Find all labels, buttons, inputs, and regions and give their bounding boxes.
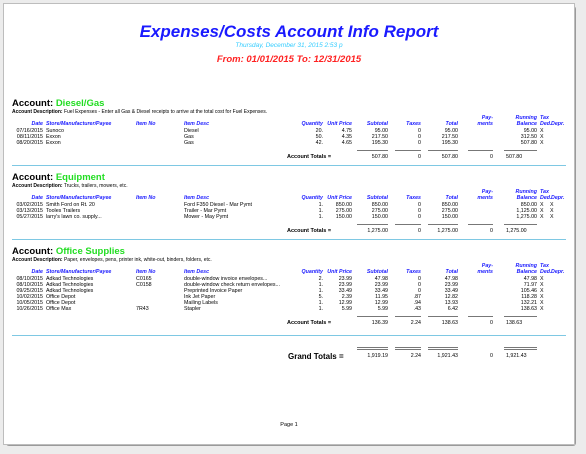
cell-total: 217.50 <box>441 134 458 140</box>
cell-store: Adkad Technologies <box>46 276 94 282</box>
cell-total: 12.82 <box>444 294 458 300</box>
cell-desc: Trailer - Mar Pymt <box>184 208 227 214</box>
cell-total: 150.00 <box>441 214 458 220</box>
cell-desc: double-window invoice envelopes... <box>184 276 268 282</box>
cell-total: 95.00 <box>444 128 458 134</box>
cell-qty: 1. <box>318 202 323 208</box>
col-quantity: Quantity <box>301 195 323 201</box>
cell-desc: Preprinted Invoice Paper <box>184 288 243 294</box>
totals-rule <box>428 150 458 151</box>
account-description-label: Account Description: <box>12 257 63 263</box>
cell-qty: 50. <box>315 134 323 140</box>
cell-taxes: 0 <box>418 134 421 140</box>
col-tax-ded: Tax <box>540 115 549 121</box>
account-name: Equipment <box>55 172 105 183</box>
col-depr: Depr. <box>551 121 565 127</box>
section-divider <box>12 335 566 336</box>
account-description <box>12 183 128 189</box>
cell-taxes: 0 <box>418 288 421 294</box>
col-tax-ded: Ded. <box>540 121 552 127</box>
totals-subtotal: 1,275.00 <box>367 228 388 234</box>
account-description-text: Paper, envelopes, pens, printer ink, white-out, binders, folders, etc. <box>63 257 212 263</box>
totals-payments: 0 <box>490 320 493 326</box>
cell-running: 118.28 <box>521 294 537 300</box>
account-description <box>12 257 212 263</box>
cell-store: Office Depot <box>46 300 76 306</box>
cell-date: 08/11/2015 <box>16 134 43 140</box>
totals-payments: 0 <box>490 154 493 160</box>
cell-date: 10/26/2015 <box>16 306 43 312</box>
cell-store: Adkad Technologies <box>46 282 94 288</box>
totals-rule <box>357 150 388 151</box>
cell-store: Smith Ford on Rt. 20 <box>46 202 95 208</box>
cell-store: Office Max <box>46 306 72 312</box>
col-quantity: Quantity <box>301 121 323 127</box>
col-payments: Pay- <box>481 189 493 195</box>
cell-desc: double-window check return envelopes... <box>184 282 280 288</box>
col-running-balance: Balance <box>516 121 537 127</box>
totals-subtotal: 507.80 <box>371 154 388 160</box>
cell-taxded: X <box>540 140 544 146</box>
col-date: Date <box>31 121 43 127</box>
cell-taxded: X <box>540 128 544 134</box>
cell-unit: 4.35 <box>341 134 352 140</box>
col-running-balance: Running <box>515 189 537 195</box>
col-taxes: Taxes <box>406 121 421 127</box>
col-date: Date <box>31 195 43 201</box>
grand-rule <box>357 349 388 350</box>
col-item-desc: Item Desc <box>184 195 210 201</box>
totals-rule <box>468 316 493 317</box>
cell-qty: 1. <box>318 214 323 220</box>
cell-running: 312.50 <box>520 134 537 140</box>
cell-running: 850.00 <box>520 202 537 208</box>
cell-taxes: 0 <box>418 140 421 146</box>
col-unit-price: Unit Price <box>327 121 352 127</box>
cell-taxes: 0 <box>418 282 421 288</box>
totals-rule <box>504 316 537 317</box>
cell-date: 03/02/2015 <box>16 202 43 208</box>
cell-qty: 20. <box>315 128 323 134</box>
col-item-no: Item No <box>136 269 156 275</box>
account-totals-label: Account Totals = <box>287 154 332 160</box>
col-store: Store/Manufacturer/Payee <box>46 121 112 127</box>
totals-rule <box>504 150 537 151</box>
cell-date: 08/10/2015 <box>16 276 43 282</box>
cell-taxes: .94 <box>413 300 421 306</box>
totals-running-balance: 138.63 <box>506 320 523 326</box>
totals-taxes: 0 <box>418 154 421 160</box>
grand-totals-label: Grand Totals = <box>288 352 344 361</box>
col-unit-price: Unit Price <box>327 195 352 201</box>
account-label: Account: <box>12 246 56 257</box>
cell-qty: 1. <box>318 306 323 312</box>
cell-unit: 33.49 <box>338 288 352 294</box>
cell-qty: 1. <box>318 288 323 294</box>
cell-total: 275.00 <box>441 208 458 214</box>
cell-depr: X <box>550 202 554 208</box>
cell-qty: 1. <box>318 282 323 288</box>
cell-total: 13.93 <box>444 300 458 306</box>
col-payments: ments <box>477 195 493 201</box>
cell-date: 08/20/2015 <box>16 140 43 146</box>
cell-running: 1,125.00 <box>516 208 537 214</box>
col-date: Date <box>31 269 43 275</box>
grand-rule <box>428 347 458 348</box>
cell-qty: 5. <box>318 294 323 300</box>
cell-taxes: .43 <box>413 306 421 312</box>
account-description-label: Account Description: <box>12 109 63 115</box>
cell-running: 132.21 <box>520 300 537 306</box>
account-label: Account: <box>12 172 56 183</box>
totals-rule <box>428 316 458 317</box>
col-taxes: Taxes <box>406 195 421 201</box>
grand-rule <box>504 349 537 350</box>
cell-total: 47.98 <box>444 276 458 282</box>
col-tax-ded: Tax <box>540 263 549 269</box>
cell-qty: 2. <box>318 276 323 282</box>
col-subtotal: Subtotal <box>366 121 388 127</box>
account-description <box>12 109 267 115</box>
cell-unit: 150.00 <box>335 214 352 220</box>
cell-running: 95.00 <box>523 128 537 134</box>
totals-subtotal: 136.39 <box>371 320 388 326</box>
cell-qty: 42. <box>315 140 323 146</box>
totals-rule <box>357 316 388 317</box>
report-date-line: Thursday, December 31, 2015 2:53 p <box>235 42 343 49</box>
totals-rule <box>428 224 458 225</box>
cell-desc: Mailing Labels <box>184 300 218 306</box>
cell-desc: Ford F350 Diesel - Mar Pymt <box>184 202 252 208</box>
cell-unit: 2.39 <box>341 294 352 300</box>
report-date-range: From: 01/01/2015 To: 12/31/2015 <box>216 54 362 65</box>
totals-total: 507.80 <box>441 154 458 160</box>
cell-taxes: 0 <box>418 276 421 282</box>
cell-taxded: X <box>540 214 544 220</box>
totals-taxes: 0 <box>418 228 421 234</box>
cell-taxes: 0 <box>418 202 421 208</box>
totals-running-balance: 507.80 <box>506 154 523 160</box>
cell-unit: 850.00 <box>335 202 352 208</box>
grand-payments: 0 <box>490 353 493 359</box>
cell-taxes: 0 <box>418 128 421 134</box>
col-item-no: Item No <box>136 195 156 201</box>
cell-subtotal: 47.98 <box>374 276 388 282</box>
cell-qty: 1. <box>318 208 323 214</box>
col-payments: ments <box>477 121 493 127</box>
account-heading <box>12 246 125 257</box>
col-item-no: Item No <box>136 121 156 127</box>
totals-rule <box>395 224 421 225</box>
cell-desc: Stapler <box>184 306 201 312</box>
totals-taxes: 2.24 <box>410 320 421 326</box>
col-tax-ded: Ded. <box>540 269 552 275</box>
cell-taxded: X <box>540 288 544 294</box>
grand-running-balance: 1,921.43 <box>506 353 527 359</box>
cell-unit: 4.75 <box>341 128 352 134</box>
cell-desc: Diesel <box>184 128 199 134</box>
col-depr: Depr. <box>551 269 565 275</box>
cell-subtotal: 217.50 <box>371 134 388 140</box>
totals-total: 1,275.00 <box>437 228 458 234</box>
totals-rule <box>395 316 421 317</box>
cell-qty: 1. <box>318 300 323 306</box>
cell-total: 6.42 <box>447 306 458 312</box>
col-item-desc: Item Desc <box>184 269 210 275</box>
cell-item-no: C0165 <box>136 276 152 282</box>
cell-store: Sunoco <box>46 128 64 134</box>
cell-desc: Mower - May Pymt <box>184 214 229 220</box>
cell-running: 507.80 <box>520 140 537 146</box>
cell-subtotal: 195.30 <box>371 140 388 146</box>
cell-date: 05/27/2015 <box>16 214 43 220</box>
account-totals-label: Account Totals = <box>287 228 332 234</box>
account-name: Office Supplies <box>55 246 125 257</box>
report-title: Expenses/Costs Account Info Report <box>139 22 439 41</box>
grand-rule <box>504 347 537 348</box>
col-store: Store/Manufacturer/Payee <box>46 269 112 275</box>
cell-depr: X <box>550 214 554 220</box>
cell-subtotal: 12.99 <box>374 300 388 306</box>
cell-taxded: X <box>540 276 544 282</box>
col-total: Total <box>445 195 458 201</box>
cell-subtotal: 23.99 <box>374 282 388 288</box>
col-tax-ded: Ded. <box>540 195 552 201</box>
cell-subtotal: 33.49 <box>374 288 388 294</box>
grand-subtotal: 1,919.19 <box>367 353 388 359</box>
col-taxes: Taxes <box>406 269 421 275</box>
cell-desc: Gas <box>184 140 194 146</box>
cell-taxes: .87 <box>413 294 421 300</box>
cell-depr: X <box>550 208 554 214</box>
cell-taxes: 0 <box>418 208 421 214</box>
col-tax-ded: Tax <box>540 189 549 195</box>
account-totals-label: Account Totals = <box>287 320 332 326</box>
account-name: Diesel/Gas <box>55 98 105 109</box>
grand-taxes: 2.24 <box>410 353 421 359</box>
cell-taxes: 0 <box>418 214 421 220</box>
cell-date: 10/02/2015 <box>16 294 43 300</box>
col-total: Total <box>445 121 458 127</box>
cell-unit: 275.00 <box>335 208 352 214</box>
cell-subtotal: 150.00 <box>371 214 388 220</box>
col-quantity: Quantity <box>301 269 323 275</box>
cell-running: 138.63 <box>520 306 537 312</box>
cell-taxded: X <box>540 208 544 214</box>
grand-rule <box>395 347 421 348</box>
cell-total: 33.49 <box>444 288 458 294</box>
cell-running: 1,275.00 <box>516 214 537 220</box>
grand-total: 1,921.43 <box>437 353 458 359</box>
cell-unit: 5.99 <box>341 306 352 312</box>
col-store: Store/Manufacturer/Payee <box>46 195 112 201</box>
col-payments: Pay- <box>481 263 493 269</box>
account-description-text: Trucks, trailers, mowers, etc. <box>63 183 128 189</box>
totals-rule <box>468 150 493 151</box>
account-heading <box>12 172 105 183</box>
cell-taxded: X <box>540 134 544 140</box>
col-subtotal: Subtotal <box>366 195 388 201</box>
cell-taxded: X <box>540 306 544 312</box>
totals-payments: 0 <box>490 228 493 234</box>
grand-rule <box>357 347 388 348</box>
grand-rule <box>428 349 458 350</box>
cell-unit: 23.99 <box>338 282 352 288</box>
account-description-label: Account Description: <box>12 183 63 189</box>
account-heading <box>12 98 104 109</box>
cell-date: 03/13/2015 <box>16 208 43 214</box>
cell-store: Exxon <box>46 140 61 146</box>
cell-item-no: C0158 <box>136 282 152 288</box>
cell-unit: 23.99 <box>338 276 352 282</box>
col-running-balance: Balance <box>516 195 537 201</box>
col-running-balance: Running <box>515 115 537 121</box>
cell-subtotal: 275.00 <box>371 208 388 214</box>
cell-store: Exxon <box>46 134 61 140</box>
cell-total: 23.99 <box>444 282 458 288</box>
cell-item-no: 7R43 <box>136 306 149 312</box>
col-unit-price: Unit Price <box>327 269 352 275</box>
cell-date: 07/16/2015 <box>16 128 43 134</box>
cell-subtotal: 5.99 <box>377 306 388 312</box>
col-running-balance: Running <box>515 263 537 269</box>
cell-taxded: X <box>540 300 544 306</box>
cell-subtotal: 11.95 <box>375 294 388 300</box>
account-label: Account: <box>12 98 56 109</box>
cell-subtotal: 95.00 <box>374 128 388 134</box>
account-description-text: Fuel Expenses - Enter all Gas & Diesel receipts to arrive at the total cost for Fuel Expenses. <box>63 109 268 115</box>
cell-date: 09/25/2015 <box>16 288 43 294</box>
cell-subtotal: 850.00 <box>371 202 388 208</box>
totals-running-balance: 1,275.00 <box>506 228 527 234</box>
cell-store: Office Depot <box>46 294 76 300</box>
cell-desc: Gas <box>184 134 194 140</box>
cell-date: 10/05/2015 <box>16 300 43 306</box>
col-payments: Pay- <box>481 115 493 121</box>
grand-rule <box>395 349 421 350</box>
totals-rule <box>395 150 421 151</box>
cell-store: Tooles Trailers <box>46 208 81 214</box>
totals-rule <box>468 224 493 225</box>
cell-taxded: X <box>540 202 544 208</box>
section-divider <box>12 239 566 240</box>
cell-store: Adkad Technologies <box>46 288 94 294</box>
report-page <box>3 3 575 445</box>
cell-total: 195.30 <box>441 140 458 146</box>
cell-taxded: X <box>540 294 544 300</box>
cell-unit: 4.65 <box>341 140 352 146</box>
cell-running: 47.98 <box>523 276 537 282</box>
totals-rule <box>357 224 388 225</box>
col-depr: Depr. <box>551 195 565 201</box>
col-item-desc: Item Desc <box>184 121 210 127</box>
col-subtotal: Subtotal <box>366 269 388 275</box>
col-running-balance: Balance <box>516 269 537 275</box>
cell-unit: 12.99 <box>338 300 352 306</box>
cell-store: larry's lawn co. supply... <box>46 214 102 220</box>
col-payments: ments <box>477 269 493 275</box>
page-number: Page 1 <box>280 422 298 428</box>
col-total: Total <box>445 269 458 275</box>
cell-running: 71.97 <box>523 282 537 288</box>
cell-desc: Ink Jet Paper <box>184 294 216 300</box>
totals-total: 138.63 <box>441 320 458 326</box>
cell-taxded: X <box>540 282 544 288</box>
cell-running: 105.46 <box>520 288 537 294</box>
cell-date: 08/10/2015 <box>16 282 43 288</box>
section-divider <box>12 165 566 166</box>
totals-rule <box>504 224 537 225</box>
cell-total: 850.00 <box>441 202 458 208</box>
